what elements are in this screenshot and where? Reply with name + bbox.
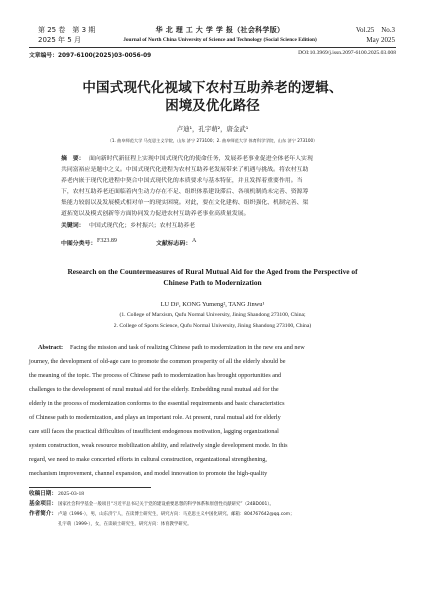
abstract-cn-line: 集能力较弱以及发展模式相对单一的现实困境。对此，要在文化建构、组织强化、机制完善、渠 (61, 200, 309, 206)
abstract-en-line: the meaning of the topic. The process of Chinese path to modernization has brought opportunities and (29, 372, 282, 379)
abstract-cn-line: 下，农村互助养老还面临着内生动力存在不足、组织体系建设滞后、各项机制尚未完善、资源筹 (61, 189, 309, 195)
clc-label: 中图分类号： (61, 241, 97, 247)
title-en-line2: Chinese Path to Modernization (163, 278, 262, 287)
title-cn-line2: 困境及优化路径 (165, 98, 260, 114)
abstract-en-line: Facing the mission and task of realizing Chinese path to modernization in the new era and new (70, 344, 305, 351)
author-bio-label: 作者简介： (29, 511, 57, 517)
date-en: May 2025 (366, 36, 395, 44)
volume-issue-cn: 第 25 卷 第 3 期 (38, 26, 96, 34)
keywords-cn: 中国式现代化；乡村振兴；农村互助养老 (89, 223, 196, 229)
fund-text: 国家社会科学基金一般项目“习近平总书记关于党的建设重要思想的科学体系和原创性贡献研究”（24BD001）。 (58, 502, 274, 507)
doi: DOI:10.3969/j.issn.2097-6100.2025.03.008 (298, 50, 396, 56)
title-en-line1: Research on the Countermeasures of Rural Mutual Aid for the Aged from the Perspective of (67, 267, 358, 276)
received-date: 2025-03-18 (58, 491, 85, 497)
abstract-en-line: regard, we need to make concerted efforts in cultural construction, organizational strengthening, (29, 456, 267, 463)
authors-en: LU Di¹, KONG Yumeng², TANG Jinwu¹ (160, 301, 265, 308)
abstract-cn-label: 摘 要： (61, 156, 85, 162)
abstract-en-line: elderly in the process of modernization conforms to the essential requirements and basic characteristics (29, 400, 285, 407)
abstract-en-label: Abstract: (38, 344, 64, 351)
clc-number: F323.89 (97, 238, 117, 244)
article-number: 文章编号：2097-6100(2025)03-0056-09 (29, 53, 152, 59)
received-label: 收稿日期： (29, 491, 57, 497)
title-cn-line1: 中国式现代化视域下农村互助养老的逻辑、 (82, 80, 343, 96)
author-bio-line2: 孔宇萌（1999-），女，在读硕士研究生，研究方向：体育教学研究。 (58, 522, 192, 527)
affiliation-en: 2. College of Sports Science, Qufu Normal University, Jining Shandong 273100, China) (113, 323, 312, 329)
date-cn: 2025 年 5 月 (38, 36, 81, 44)
authors-cn: 卢迪¹，孔宇萌²，唐金武¹ (176, 125, 249, 133)
footnote-rule (29, 487, 151, 488)
volume-issue-en: Vol.25 No.3 (355, 26, 395, 34)
abstract-en-line: challenges to the development of rural mutual aid for the elderly. Embedding rural mutual aid for the (29, 386, 279, 393)
abstract-en-line: mechanism improvement, channel expansion, and model innovation to promote the high-quality (29, 470, 268, 477)
header-rule (29, 47, 396, 48)
abstract-cn-line: 面向新时代新征程上实现中国式现代化的使命任务，发展养老事业促进全体老年人实现 (89, 156, 313, 162)
abstract-en-line: care still faces the practical difficulties of insufficient endogenous motivation, lagging organizational (29, 428, 279, 435)
abstract-en-line: of Chinese path to modernization, and plays an important role. At present, rural mutual aid for elderly (29, 414, 281, 421)
author-bio-line1: 卢迪（1996-），男，山东济宁人，在读博士研究生，研究方向：马克思主义中国化研究。邮箱：804767642@qq.com； (58, 512, 295, 517)
fund-label: 基金项目： (29, 501, 57, 507)
affiliation-cn: （1. 曲阜师范大学 马克思主义学院，山东 济宁 273100；2. 曲阜师范大学 体育科学学院，山东 济宁 273100） (107, 138, 318, 143)
abstract-cn-line: 养老内嵌于现代化进程中契合中国式现代化的本质要求与基本特征，并且发挥着重要作用。当 (61, 178, 303, 184)
journal-name-cn: 华 北 理 工 大 学 学 报（社会科学版） (155, 26, 285, 34)
affiliation-en: (1. College of Marxism, Qufu Normal University, Jining Shandong 273100, China; (119, 312, 306, 318)
document-code-label: 文献标志码： (156, 241, 192, 247)
journal-name-en: Journal of North China University of Science and Technology (Social Science Edition) (123, 37, 317, 43)
keywords-cn-label: 关键词： (61, 223, 85, 229)
abstract-en-line: journey, the development of old-age care to promote the common prosperity of all the elderly should be (29, 358, 286, 365)
abstract-en-line: system construction, weak resource mobilization ability, and relatively single development mode. In this (29, 442, 288, 449)
abstract-cn-line: 道拓宽以及模式创新等方面协同发力促进农村互助养老事业高质量发展。 (61, 211, 250, 217)
document-code: A (192, 238, 197, 244)
abstract-cn-line: 共同富裕应是题中之义。中国式现代化进程为农村互助养老发展带来了机遇与挑战。将农村互助 (61, 167, 309, 173)
